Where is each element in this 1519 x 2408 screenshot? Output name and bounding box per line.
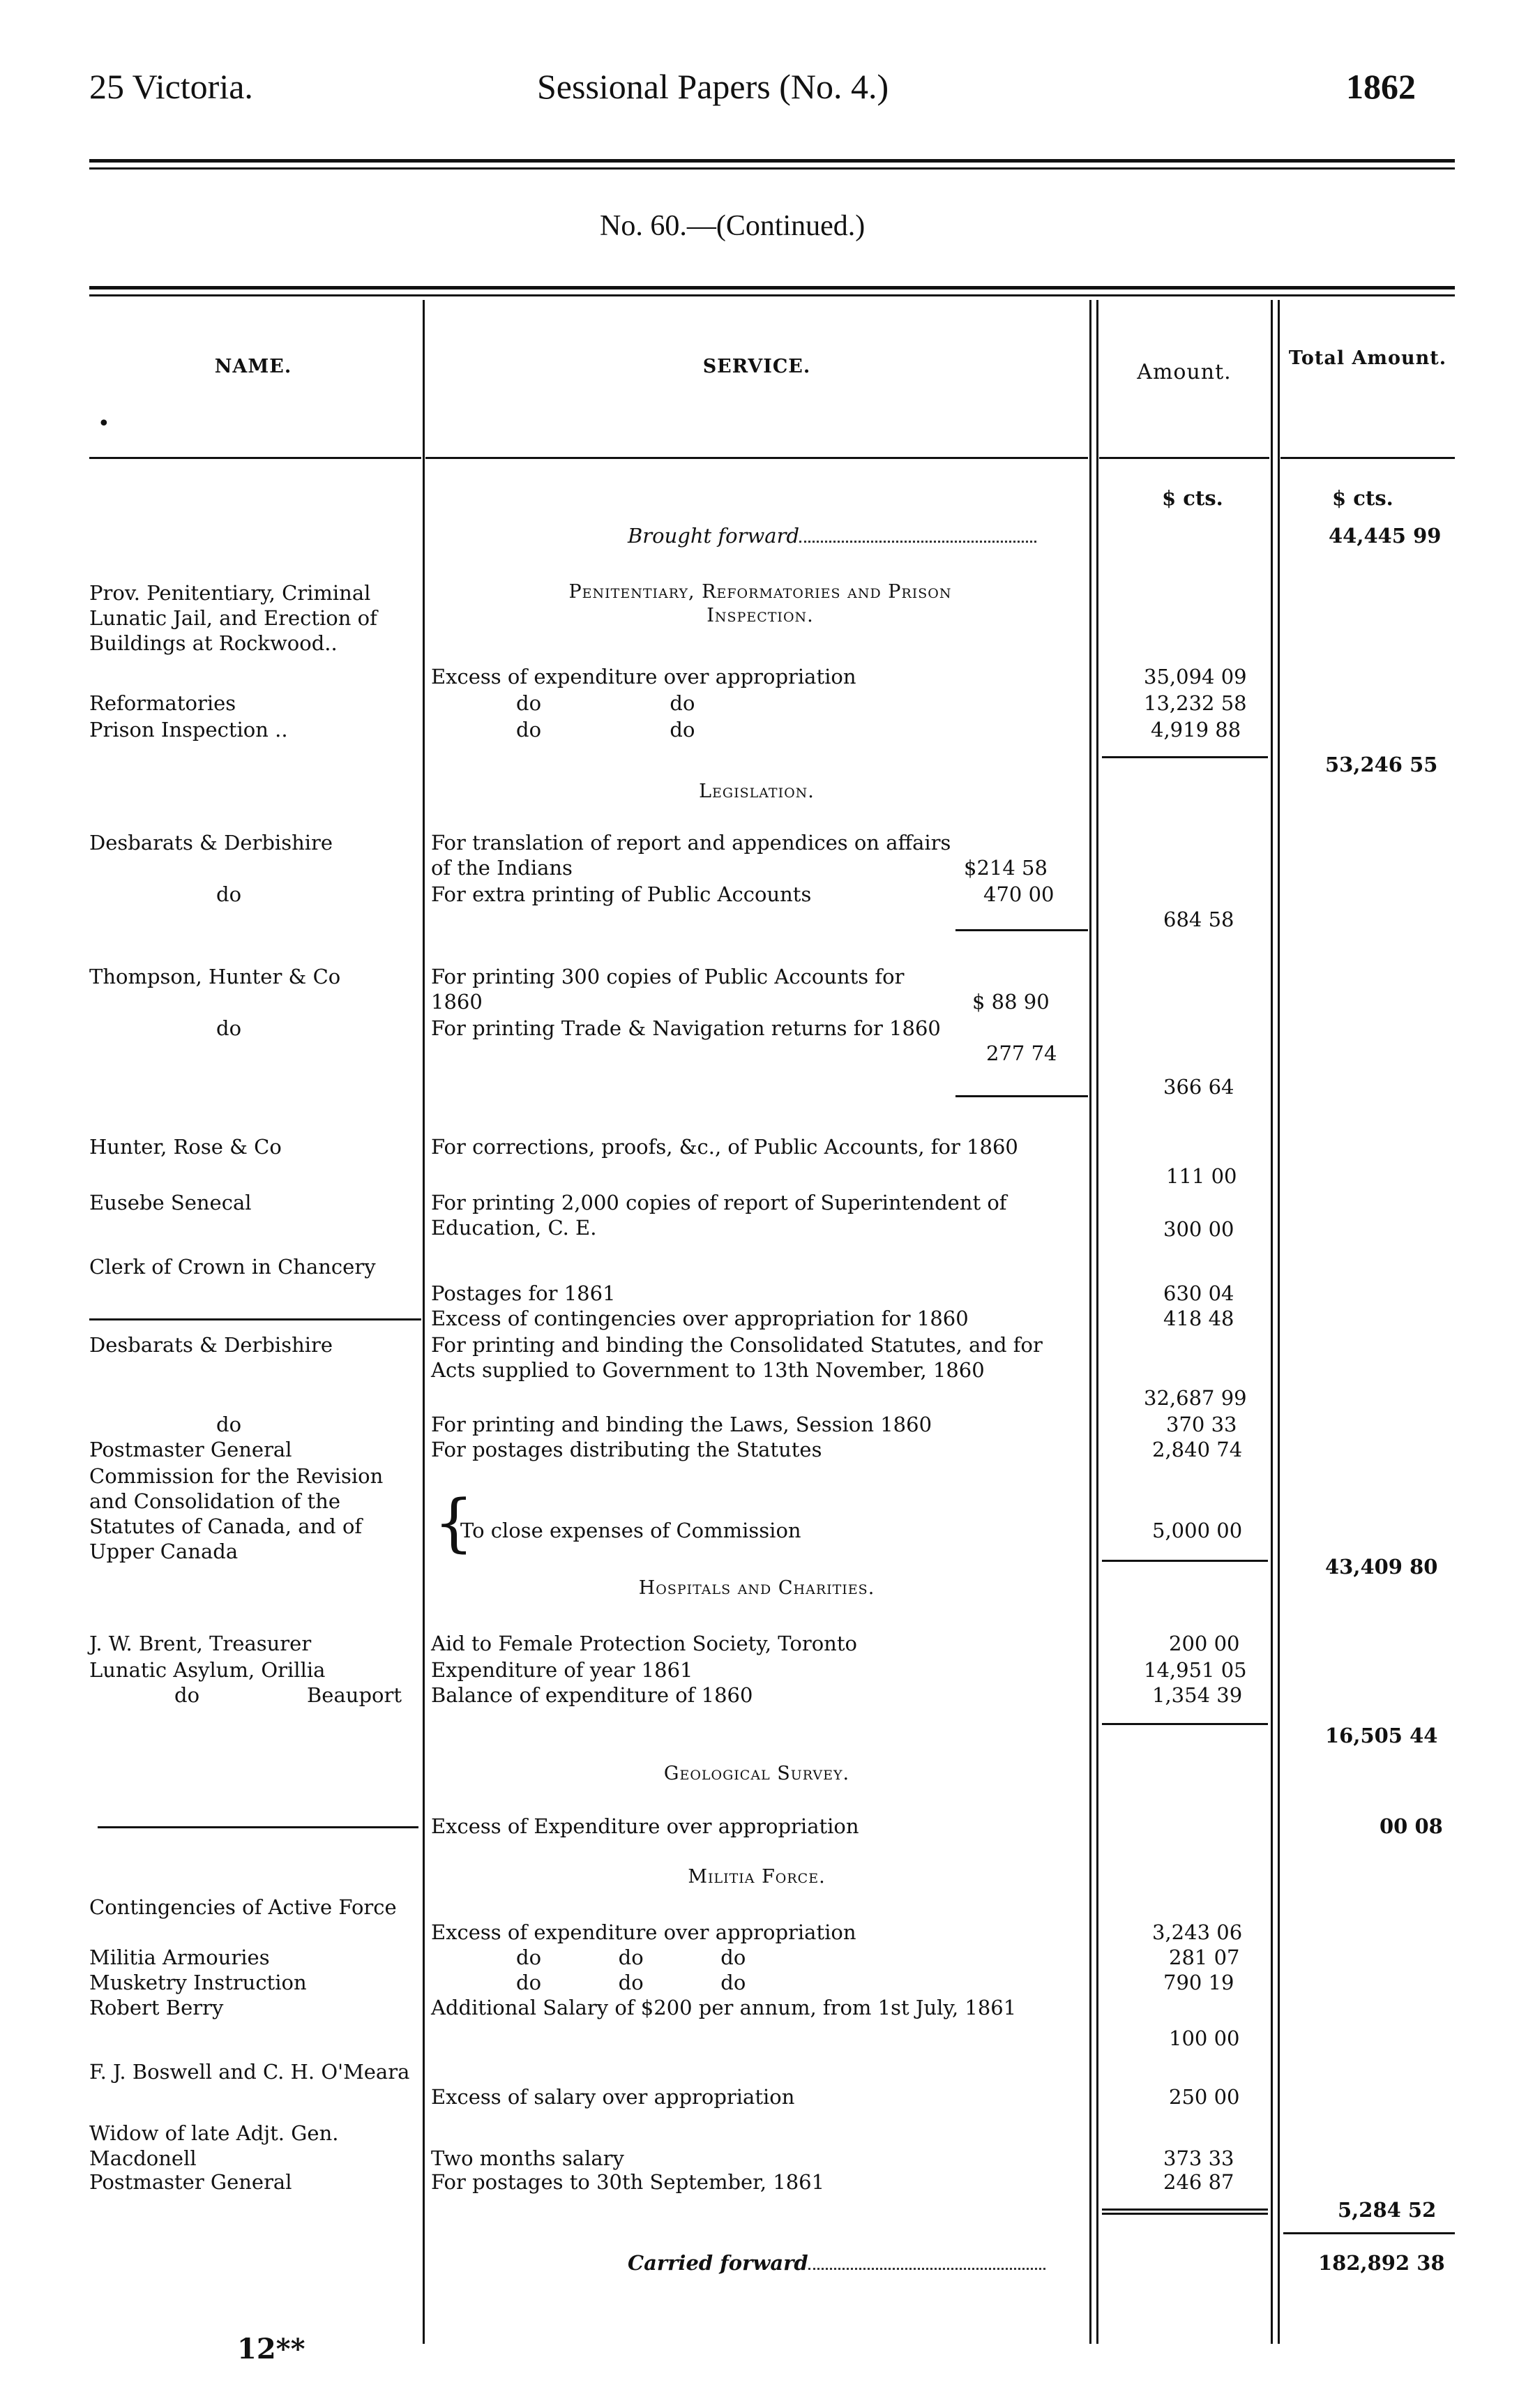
table-rule-top2 bbox=[89, 294, 1455, 296]
subtotal-rule bbox=[955, 1095, 1088, 1097]
row-service: do do bbox=[516, 718, 695, 742]
row-name: Postmaster General bbox=[89, 1438, 292, 1461]
row-service: For printing and binding the Laws, Session 1860 bbox=[431, 1413, 932, 1436]
brought-forward-label: Brought forward bbox=[628, 523, 1036, 549]
row-subamount: 277 74 bbox=[986, 1041, 1057, 1065]
row-subamount: $214 58 bbox=[964, 856, 1048, 880]
row-amount: 300 00 bbox=[1163, 1217, 1234, 1241]
header-left: 25 Victoria. bbox=[89, 67, 253, 106]
row-service: Excess of salary over appropriation bbox=[431, 2085, 795, 2109]
header-rule-top bbox=[89, 159, 1455, 163]
header-rule-bottom bbox=[89, 167, 1455, 170]
row-name: Musketry Instruction bbox=[89, 1971, 307, 1994]
section-penitentiary: Penitentiary, Reformatories and Prison Inspection. bbox=[568, 581, 952, 626]
row-amount: 100 00 bbox=[1169, 2026, 1240, 2050]
subtotal-rule bbox=[1102, 2213, 1268, 2215]
section-total: 00 08 bbox=[1380, 1814, 1443, 1838]
header-underline-total bbox=[1280, 457, 1455, 459]
col-separator-amount-1 bbox=[1271, 300, 1273, 2344]
column-header-service: SERVICE. bbox=[702, 356, 811, 377]
header-underline-service bbox=[425, 457, 1088, 459]
section-geological: Geological Survey. bbox=[663, 1763, 850, 1784]
section-hospitals: Hospitals and Charities. bbox=[638, 1577, 875, 1599]
row-amount: 370 33 bbox=[1166, 1413, 1237, 1436]
row-amount: 246 87 bbox=[1163, 2170, 1234, 2194]
column-header-amount: Amount. bbox=[1137, 360, 1232, 384]
row-name: Contingencies of Active Force bbox=[89, 1895, 397, 1919]
row-name: J. W. Brent, Treasurer bbox=[89, 1632, 312, 1655]
row-service: do do do bbox=[516, 1971, 746, 1994]
section-total: 53,246 55 bbox=[1325, 753, 1438, 776]
row-amount: 790 19 bbox=[1163, 1971, 1234, 1994]
row-amount: 281 07 bbox=[1169, 1946, 1240, 1969]
row-amount: 2,840 74 bbox=[1152, 1438, 1243, 1461]
subtotal-rule bbox=[1102, 2208, 1268, 2211]
row-amount: 366 64 bbox=[1163, 1075, 1234, 1099]
row-amount: 3,243 06 bbox=[1152, 1920, 1243, 1944]
row-name: Thompson, Hunter & Co bbox=[89, 965, 341, 988]
row-name: do bbox=[216, 1413, 242, 1436]
header-underline-name bbox=[89, 457, 421, 459]
section-militia: Militia Force. bbox=[688, 1866, 826, 1888]
name-dash-rule bbox=[98, 1826, 418, 1828]
row-name: Hunter, Rose & Co bbox=[89, 1135, 282, 1159]
row-service: To close expenses of Commission bbox=[460, 1519, 801, 1542]
row-service: For printing 300 copies of Public Accounts for 1860 bbox=[431, 965, 905, 1014]
row-amount: 13,232 58 bbox=[1144, 691, 1247, 715]
row-name: Widow of late Adjt. Gen. Macdonell bbox=[89, 2121, 339, 2170]
row-amount: 4,919 88 bbox=[1151, 718, 1241, 742]
row-subamount: 470 00 bbox=[983, 882, 1055, 906]
header-right: 1862 bbox=[1346, 67, 1416, 106]
row-amount: 14,951 05 bbox=[1144, 1658, 1247, 1682]
row-service: Excess of contingencies over appropriation for 1860 bbox=[431, 1307, 969, 1330]
row-service: Postages for 1861 bbox=[431, 1281, 616, 1305]
row-amount: 1,354 39 bbox=[1152, 1683, 1243, 1707]
row-name: Postmaster General bbox=[89, 2170, 292, 2194]
row-name: Prison Inspection .. bbox=[89, 718, 288, 742]
footer-mark: 12** bbox=[237, 2333, 305, 2365]
page-subtitle: No. 60.—(Continued.) bbox=[600, 210, 866, 242]
row-amount: 684 58 bbox=[1163, 908, 1234, 931]
row-amount: 418 48 bbox=[1163, 1307, 1234, 1330]
row-name: Desbarats & Derbishire bbox=[89, 1333, 333, 1357]
row-name: do bbox=[216, 1016, 242, 1040]
row-subamount: $ 88 90 bbox=[972, 990, 1050, 1014]
row-name: Robert Berry bbox=[89, 1996, 224, 2019]
col-separator-name bbox=[423, 300, 425, 2344]
row-service: Excess of Expenditure over appropriation bbox=[431, 1814, 859, 1838]
row-name: Prov. Penitentiary, Criminal Lunatic Jail, and Erection of Buildings at Rockwood.. bbox=[89, 581, 377, 655]
row-amount: 250 00 bbox=[1169, 2085, 1240, 2109]
row-service: Additional Salary of $200 per annum, from 1st July, 1861 bbox=[431, 1996, 1017, 2019]
row-name: Desbarats & Derbishire bbox=[89, 831, 333, 855]
row-amount: 35,094 09 bbox=[1144, 665, 1247, 688]
row-service: For printing 2,000 copies of report of Superintendent of Education, C. E. bbox=[431, 1191, 1007, 1240]
row-service: do do bbox=[516, 691, 695, 715]
row-service: For printing and binding the Consolidated Statutes, and for Acts supplied to Government to 13th November, 1860 bbox=[431, 1333, 1043, 1382]
section-total: 16,505 44 bbox=[1325, 1724, 1438, 1747]
subtotal-rule bbox=[1102, 1723, 1268, 1725]
total-rule bbox=[1283, 2232, 1455, 2234]
row-service: Two months salary bbox=[431, 2146, 624, 2170]
row-name: Commission for the Revision and Consolidation of the Statutes of Canada, and of Upper Canada bbox=[89, 1464, 384, 1563]
subtotal-rule bbox=[955, 929, 1088, 931]
row-name: Militia Armouries bbox=[89, 1946, 270, 1969]
section-total: 5,284 52 bbox=[1338, 2198, 1437, 2222]
table-rule-top bbox=[89, 286, 1455, 289]
amount-units: $ cts. bbox=[1162, 486, 1223, 510]
row-service: For postages to 30th September, 1861 bbox=[431, 2170, 825, 2194]
row-name: F. J. Boswell and C. H. O'Meara bbox=[89, 2060, 410, 2084]
row-name: do bbox=[216, 882, 242, 906]
column-header-total: Total Amount. bbox=[1288, 347, 1447, 369]
row-service: For translation of report and appendices on affairs of the Indians bbox=[431, 831, 951, 880]
row-amount: 373 33 bbox=[1163, 2146, 1234, 2170]
row-name: Beauport bbox=[307, 1683, 402, 1707]
row-service: do do do bbox=[516, 1946, 746, 1969]
row-amount: 630 04 bbox=[1163, 1281, 1234, 1305]
col-separator-service-1 bbox=[1089, 300, 1091, 2344]
row-service: For extra printing of Public Accounts bbox=[431, 882, 812, 906]
header-center: Sessional Papers (No. 4.) bbox=[537, 67, 889, 106]
row-service: For postages distributing the Statutes bbox=[431, 1438, 822, 1461]
row-amount: 200 00 bbox=[1169, 1632, 1240, 1655]
row-name: do bbox=[174, 1683, 200, 1707]
row-service: Expenditure of year 1861 bbox=[431, 1658, 693, 1682]
total-units: $ cts. bbox=[1332, 486, 1393, 510]
row-amount: 111 00 bbox=[1166, 1164, 1237, 1188]
row-service: Aid to Female Protection Society, Toronto bbox=[431, 1632, 857, 1655]
section-legislation: Legislation. bbox=[699, 781, 815, 802]
carried-forward-label: Carried forward bbox=[628, 2250, 1045, 2276]
carried-forward-total: 182,892 38 bbox=[1318, 2251, 1445, 2275]
row-name: Eusebe Senecal bbox=[89, 1191, 252, 1214]
bullet-dot: • bbox=[98, 412, 110, 436]
row-service: Balance of expenditure of 1860 bbox=[431, 1683, 753, 1707]
row-service: Excess of expenditure over appropriation bbox=[431, 1920, 856, 1944]
column-header-name: NAME. bbox=[214, 356, 292, 377]
col-separator-amount-2 bbox=[1278, 300, 1280, 2344]
row-service: Excess of expenditure over appropriation bbox=[431, 665, 856, 688]
name-rule bbox=[89, 1318, 421, 1320]
row-name: Clerk of Crown in Chancery bbox=[89, 1255, 376, 1279]
row-amount: 5,000 00 bbox=[1152, 1519, 1243, 1542]
brought-forward-total: 44,445 99 bbox=[1329, 524, 1442, 548]
col-separator-service-2 bbox=[1096, 300, 1098, 2344]
row-service: For printing Trade & Navigation returns for 1860 bbox=[431, 1016, 941, 1040]
row-service: For corrections, proofs, &c., of Public Accounts, for 1860 bbox=[431, 1135, 1018, 1159]
section-total: 43,409 80 bbox=[1325, 1555, 1438, 1579]
subtotal-rule bbox=[1102, 1560, 1268, 1562]
brace-icon: { bbox=[434, 1487, 474, 1560]
header-underline-amount bbox=[1099, 457, 1269, 459]
row-name: Reformatories bbox=[89, 691, 236, 715]
subtotal-rule bbox=[1102, 756, 1268, 758]
row-name: Lunatic Asylum, Orillia bbox=[89, 1658, 326, 1682]
row-amount: 32,687 99 bbox=[1144, 1386, 1247, 1410]
